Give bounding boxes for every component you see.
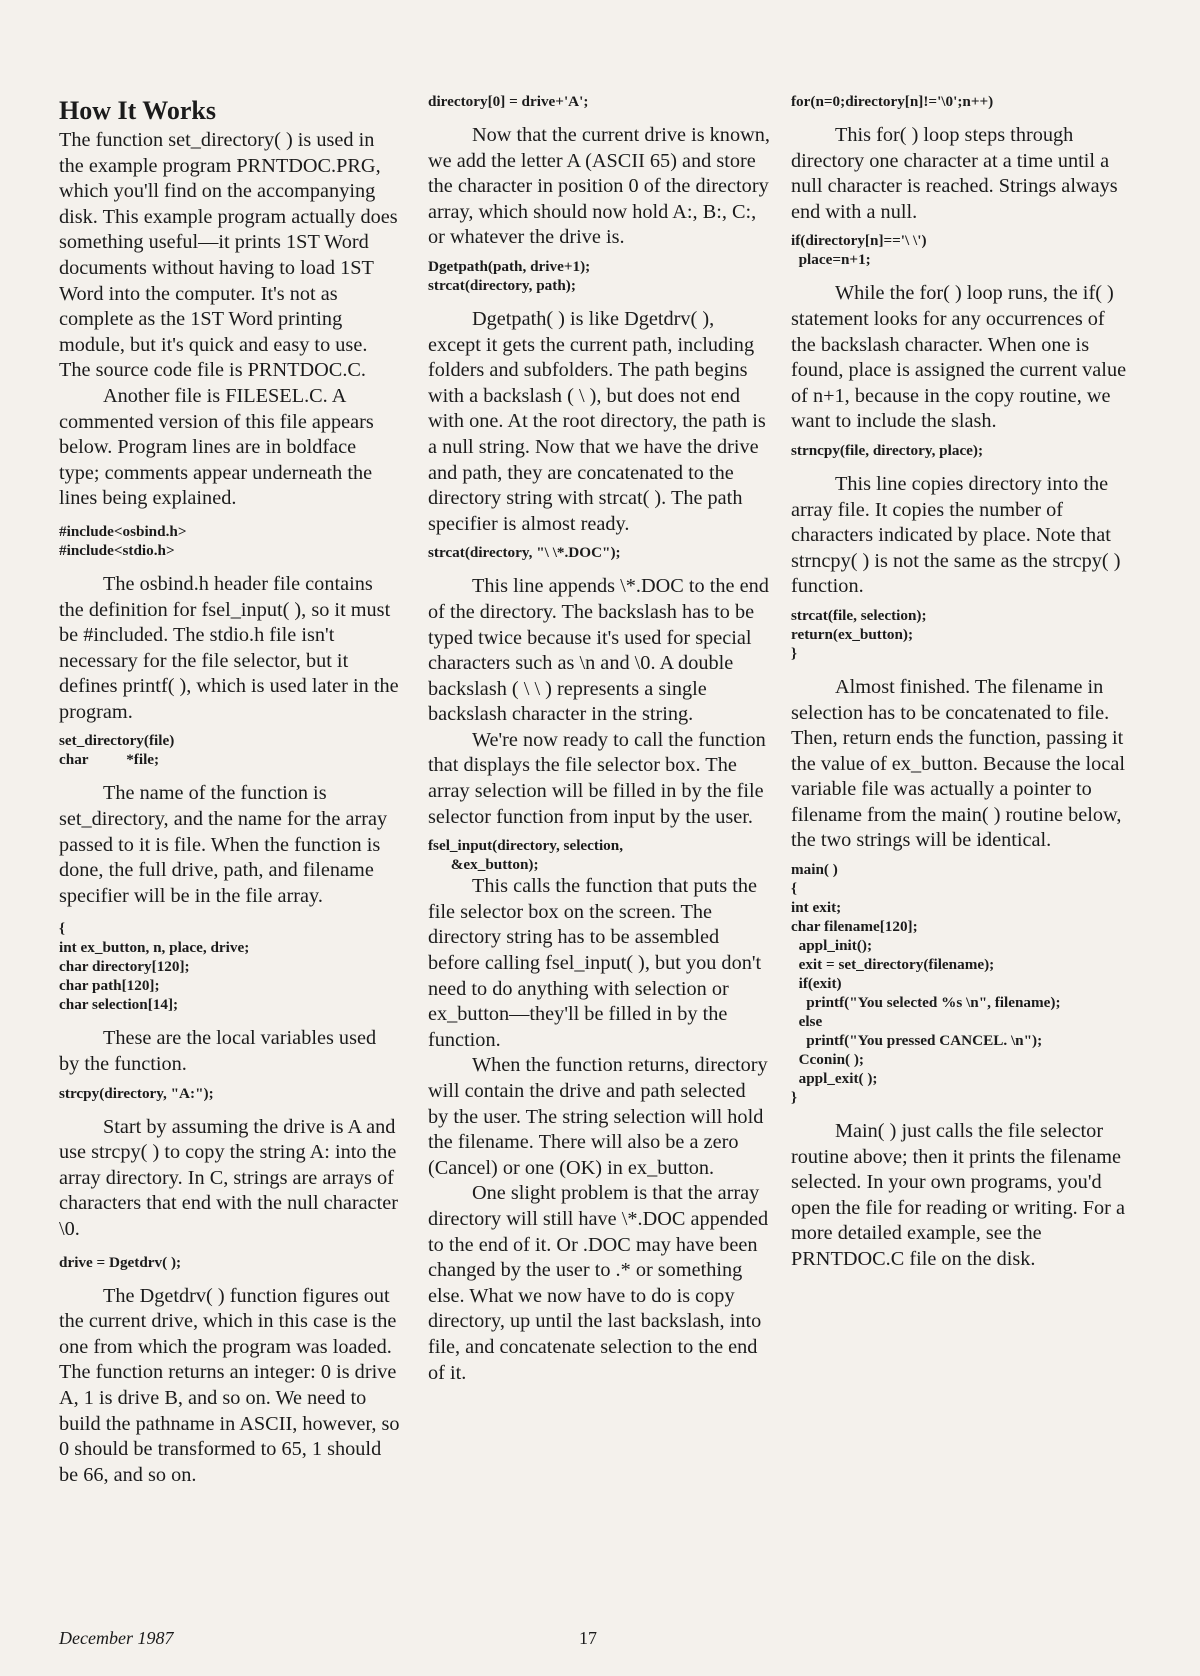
code-block: if(directory[n]=='\ \') place=n+1; bbox=[791, 232, 927, 269]
page-number: 17 bbox=[579, 1628, 597, 1648]
code-block: main( ) { int exit; char filename[120]; appl_init(); exit = set_directory(filename); if(exit) printf("You selected %s \n", filename); else printf("You pressed CANCEL. \n"); Cconin( ); appl_exit( ); } bbox=[791, 861, 1061, 1107]
paragraph: Another file is FILESEL.C. A commented version of this file appears below. Program lines are in boldface type; comments appear underneath the lines being explained. bbox=[59, 384, 374, 510]
paragraph: The name of the function is set_directory, and the name for the array passed to it is file. When the function is done, the full drive, path, and filename specifier will be in the file array. bbox=[59, 782, 388, 907]
column-2 bbox=[428, 92, 770, 1386]
section-heading: How It Works bbox=[59, 96, 216, 125]
paragraph: The osbind.h header file contains the definition for fsel_input( ), so it must be #included. The stdio.h file isn't necessary for the file selector, but it defines printf( ), which is used later in the program. bbox=[59, 572, 399, 723]
footer-date: December 1987 bbox=[59, 1628, 174, 1648]
code-block: set_directory(file) char *file; bbox=[59, 732, 175, 769]
paragraph: Main( ) just calls the file selector routine above; then it prints the filename selected. In your own programs, you'd open the file for reading or writing. For a more detailed example, see the PRNTDOC.C file on the disk. bbox=[791, 1120, 1125, 1271]
paragraph: This for( ) loop steps through directory one character at a time until a null character is reached. Strings always end with a null. bbox=[791, 124, 1118, 223]
code-block: strncpy(file, directory, place); bbox=[791, 441, 984, 459]
code-block: #include<osbind.h> #include<stdio.h> bbox=[59, 522, 187, 559]
paragraph: Start by assuming the drive is A and use strcpy( ) to copy the string A: into the array directory. In C, strings are arrays of characters that end with the null character \0. bbox=[59, 1115, 398, 1240]
paragraph: This line appends \*.DOC to the end of the directory. The backslash has to be typed twice because it's used for special characters such as \n and \0. A double backslash ( \ \ ) represents a single backslash character in the string. bbox=[428, 575, 769, 726]
paragraph: The function set_directory( ) is used in the example program PRNTDOC.PRG, which you'll find on the accompanying disk. This example program actually does something useful—it prints 1ST Word documents without having to load 1ST Word into the computer. It's not as complete as the 1ST Word printing module, but it's quick and easy to use. The source code file is PRNTDOC.C. bbox=[59, 129, 398, 382]
code-block: strcat(directory, "\ \*.DOC"); bbox=[428, 544, 621, 562]
paragraph: We're now ready to call the function that displays the file selector box. The array selection will be filled in by the file selector function from input by the user. bbox=[428, 728, 766, 828]
code-block: strcpy(directory, "A:"); bbox=[59, 1084, 214, 1102]
paragraph: This line copies directory into the array file. It copies the number of characters indicated by place. Note that strncpy( ) is not the same as the strcpy( ) function. bbox=[791, 472, 1121, 598]
column-1 bbox=[59, 96, 401, 1488]
code-block: directory[0] = drive+'A'; bbox=[428, 93, 589, 110]
code-block: for(n=0;directory[n]!='\0';n++) bbox=[791, 93, 994, 110]
paragraph: One slight problem is that the array directory will still have \*.DOC appended to the end of it. Or .DOC may have been changed by the user to .* or something else. What we now have to do is copy directory, up until the last backslash, into file, and concatenate selection to the end of it. bbox=[428, 1182, 769, 1384]
code-block: Dgetpath(path, drive+1); strcat(directory, path); bbox=[428, 257, 591, 294]
paragraph: Dgetpath( ) is like Dgetdrv( ), except it gets the current path, including folders and subfolders. The path begins with a backslash ( \ ), but does not end with one. At the root directory, the path is a null string. Now that we have the drive and path, they are concatenated to the directory string with strcat( ). The path specifier is almost ready. bbox=[428, 307, 766, 535]
paragraph: While the for( ) loop runs, the if( ) statement looks for any occurrences of the backslash character. When one is found, place is assigned the current value of n+1, because in the copy routine, we want to include the slash. bbox=[791, 282, 1127, 433]
paragraph: Almost finished. The filename in selection has to be concatenated to file. Then, return ends the function, passing it the value of ex_button. Because the local variable file was actually a pointer to filename from the main( ) routine below, the two strings will be identical. bbox=[791, 675, 1125, 852]
code-block: { int ex_button, n, place, drive; char directory[120]; char path[120]; char selection[14]; bbox=[59, 920, 250, 1014]
paragraph: When the function returns, directory will contain the drive and path selected by the user. The string selection will hold the filename. There will also be a zero (Cancel) or one (OK) in ex_button. bbox=[428, 1054, 768, 1179]
paragraph: These are the local variables used by the function. bbox=[59, 1027, 377, 1076]
paragraph: Now that the current drive is known, we add the letter A (ASCII 65) and store the character in position 0 of the directory array, which should now hold A:, B:, C:, or whatever the drive is. bbox=[428, 124, 770, 249]
column-3 bbox=[791, 92, 1133, 1273]
paragraph: This calls the function that puts the file selector box on the screen. The directory string has to be assembled before calling fsel_input( ), but you don't need to do anything with selection or ex_button—they'll be filled in by the function. bbox=[428, 875, 762, 1051]
code-block: strcat(file, selection); return(ex_button); } bbox=[791, 606, 927, 662]
code-block: fsel_input(directory, selection, &ex_button); bbox=[428, 837, 624, 874]
code-block: drive = Dgetdrv( ); bbox=[59, 1253, 182, 1271]
paragraph: The Dgetdrv( ) function figures out the current drive, which in this case is the one from which the program was loaded. The function returns an integer: 0 is drive A, 1 is drive B, and so on. We need to build the pathname in ASCII, however, so 0 should be transformed to 65, 1 should be 66, and so on. bbox=[59, 1284, 400, 1486]
